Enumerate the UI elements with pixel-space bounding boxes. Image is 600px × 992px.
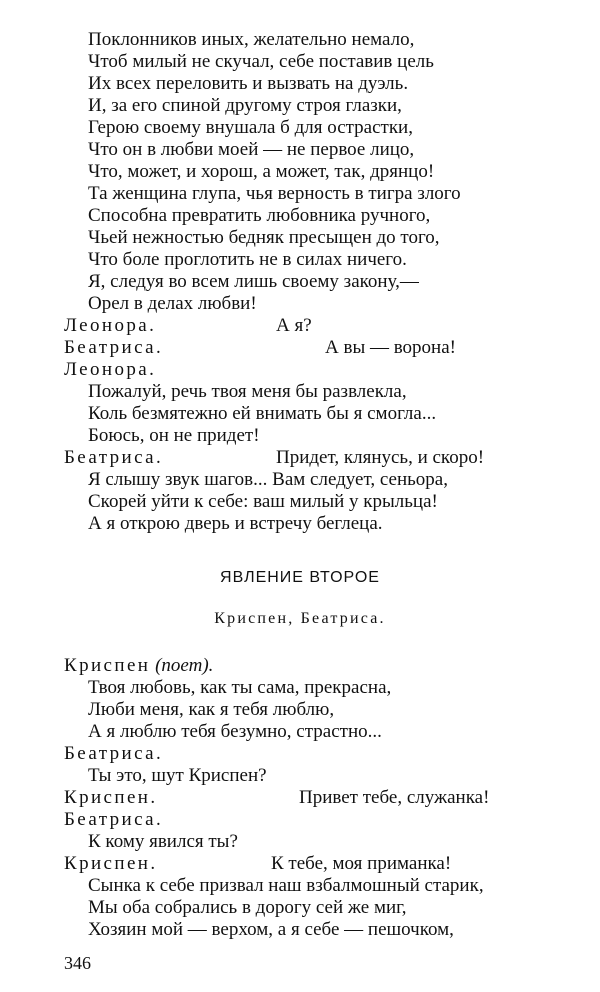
speaker-name: Криспен. xyxy=(64,787,158,808)
verse-line: Я, следуя во всем лишь своему закону,— xyxy=(88,271,419,292)
verse-line: Скорей уйти к себе: ваш милый у крыльца! xyxy=(88,491,438,512)
dialogue-reply: А я? xyxy=(276,315,312,336)
speaker-name: Беатриса. xyxy=(64,809,164,830)
verse-line: Что он в любви моей — не первое лицо, xyxy=(88,139,415,160)
speaker-line xyxy=(64,655,213,677)
verse-line: Твоя любовь, как ты сама, прекрасна, xyxy=(88,677,392,698)
speaker-name: Криспен xyxy=(64,655,151,676)
speaker-name: Беатриса. xyxy=(64,337,164,358)
scene-title: ЯВЛЕНИЕ ВТОРОЕ xyxy=(220,569,380,586)
speaker-name: Леонора. xyxy=(64,315,157,336)
verse-line: А я открою дверь и встречу беглеца. xyxy=(88,513,383,534)
verse-line: Боюсь, он не придет! xyxy=(88,425,260,446)
speaker-name: Беатриса. xyxy=(64,447,164,468)
dialogue-reply: Привет тебе, служанка! xyxy=(299,787,490,808)
verse-line: Чтоб милый не скучал, себе поставив цель xyxy=(88,51,434,72)
verse-line: Люби меня, как я тебя люблю, xyxy=(88,699,335,720)
verse-line: Что, может, и хорош, а может, так, дрянцо! xyxy=(88,161,435,182)
dialogue-reply: Придет, клянусь, и скоро! xyxy=(276,447,485,468)
verse-line: Пожалуй, речь твоя меня бы развлекла, xyxy=(88,381,407,402)
page-number: 346 xyxy=(64,953,91,973)
verse-line: Способна превратить любовника ручного, xyxy=(88,205,431,226)
speaker-name: Криспен. xyxy=(64,853,158,874)
scene-cast: Криспен, Беатриса. xyxy=(214,610,386,627)
verse-line: Та женщина глупа, чья верность в тигра злого xyxy=(88,183,461,204)
speaker-name: Беатриса. xyxy=(64,743,164,764)
verse-line: Сынка к себе призвал наш взбалмошный старик, xyxy=(88,875,484,896)
speaker-name: Леонора. xyxy=(64,359,157,380)
verse-line: К кому явился ты? xyxy=(88,831,238,852)
dialogue-reply: А вы — ворона! xyxy=(325,337,456,358)
verse-line: Орел в делах любви! xyxy=(88,293,257,314)
verse-line: Мы оба собрались в дорогу сей же миг, xyxy=(88,897,407,918)
verse-line: Что боле проглотить не в силах ничего. xyxy=(88,249,407,270)
verse-line: Хозяин мой — верхом, а я себе — пешочком, xyxy=(88,919,454,940)
verse-line: Ты это, шут Криспен? xyxy=(88,765,267,786)
verse-line: Я слышу звук шагов... Вам следует, сеньора, xyxy=(88,469,448,490)
dialogue-reply: К тебе, моя приманка! xyxy=(271,853,452,874)
verse-line: Коль безмятежно ей внимать бы я смогла... xyxy=(88,403,437,424)
verse-line: Герою своему внушала б для острастки, xyxy=(88,117,413,138)
verse-line: Чьей нежностью бедняк пресыщен до того, xyxy=(88,227,440,248)
verse-line: А я люблю тебя безумно, страстно... xyxy=(88,721,382,742)
stage-direction: (поет). xyxy=(155,655,214,676)
verse-line: И, за его спиной другому строя глазки, xyxy=(88,95,402,116)
verse-line: Поклонников иных, желательно немало, xyxy=(88,29,415,50)
verse-line: Их всех переловить и вызвать на дуэль. xyxy=(88,73,409,94)
